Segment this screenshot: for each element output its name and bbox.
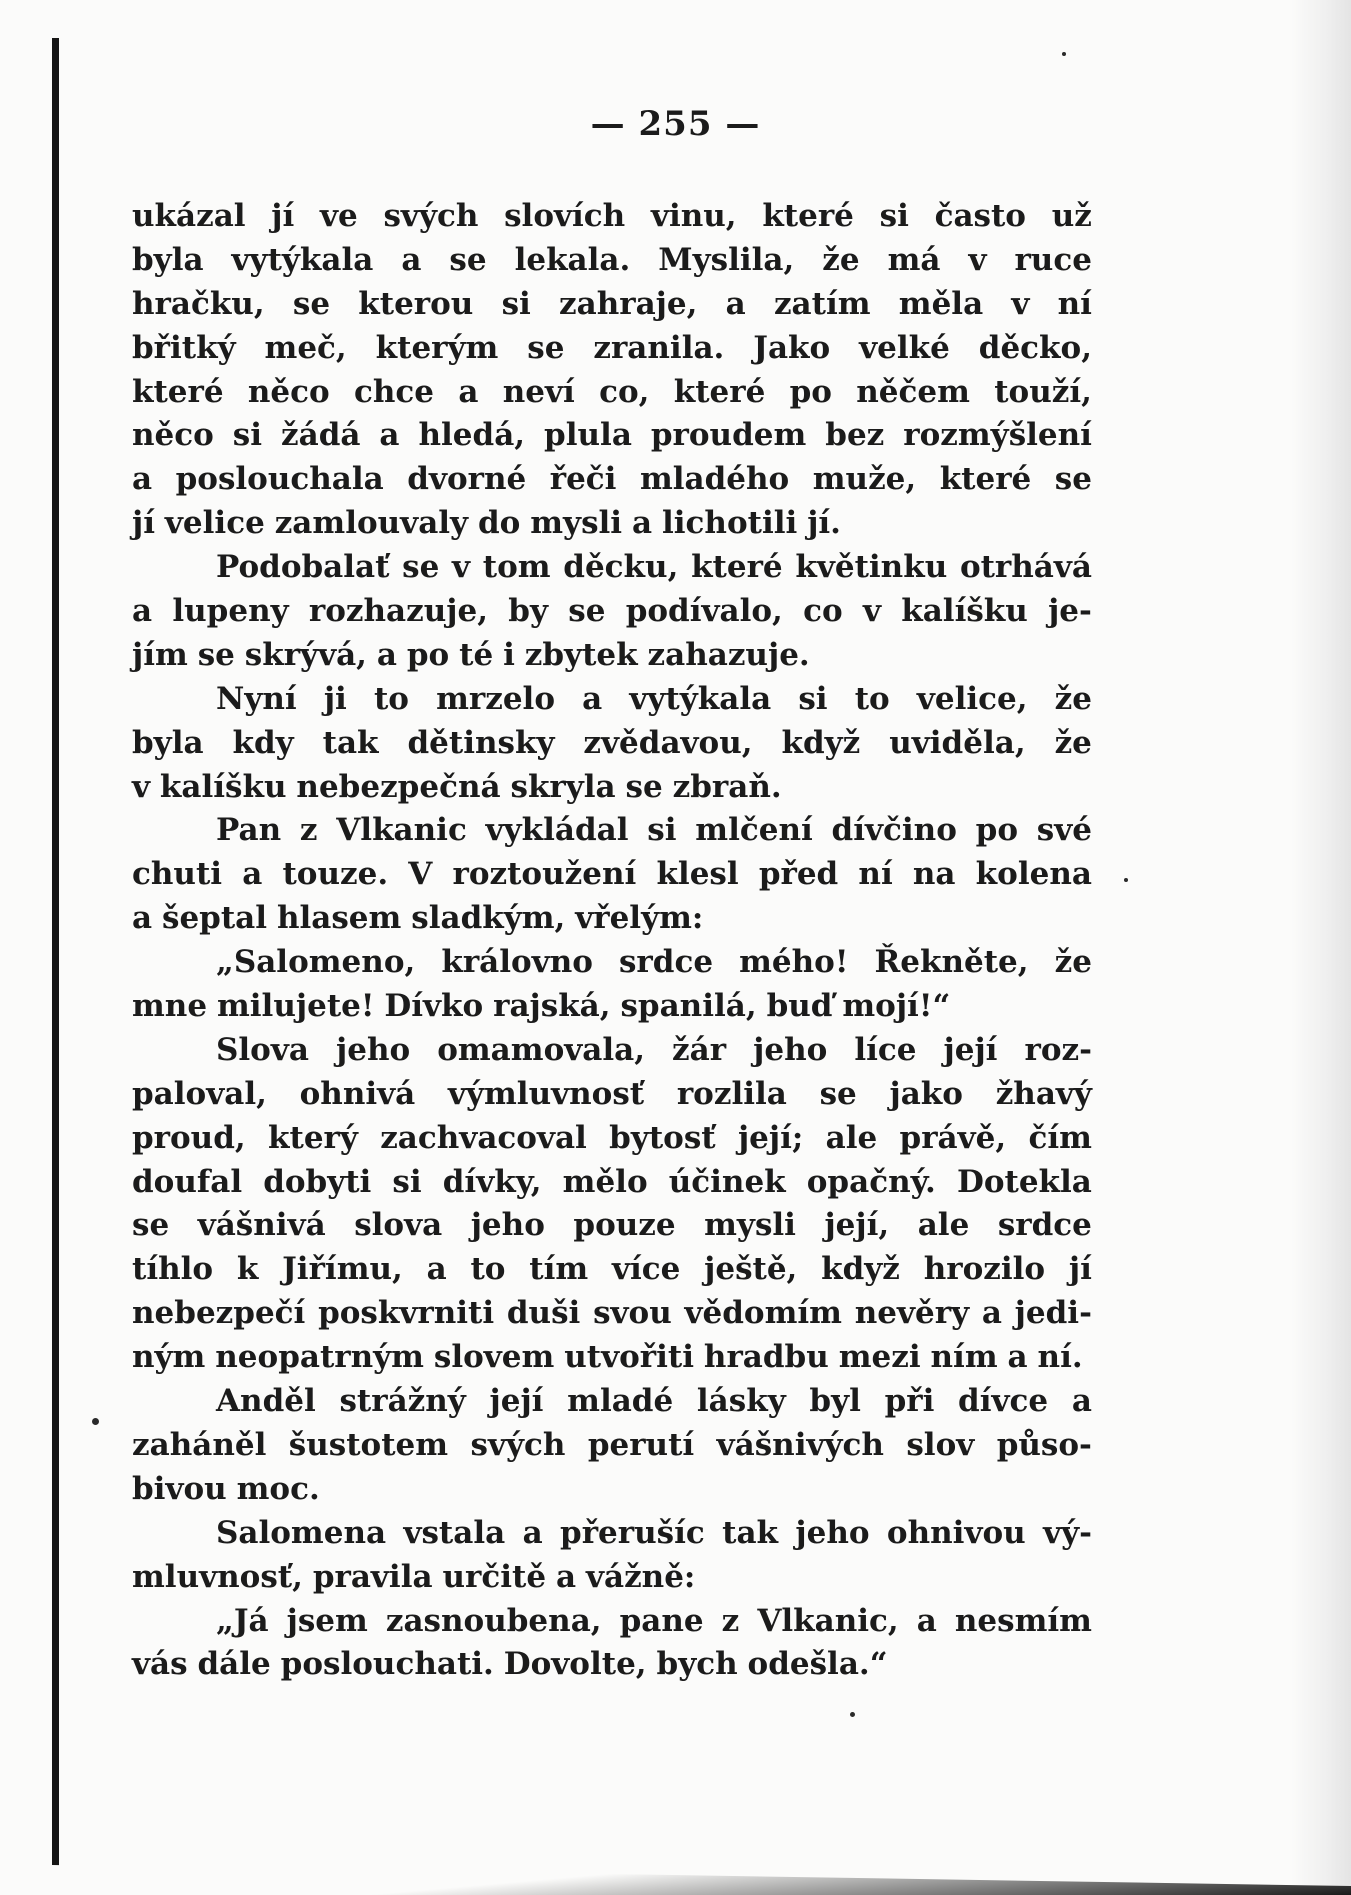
text-line: ným neopatrným slovem utvořiti hradbu mezi ním a ní. xyxy=(132,1339,1083,1376)
text-line: Nyní ji to mrzelo a vytýkala si to velice, že xyxy=(216,680,1092,717)
text-line: mne milujete! Dívko rajská, spanilá, buď mojí!“ xyxy=(132,988,951,1025)
body-text xyxy=(132,195,1092,1687)
text-line: proud, který zachvacoval bytosť její; ale právě, čím xyxy=(132,1119,1092,1156)
text-line: a poslouchala dvorné řeči mladého muže, které se xyxy=(132,461,1092,498)
text-line: břitký meč, kterým se zranila. Jako velké děcko, xyxy=(132,329,1092,366)
page-edge-shading xyxy=(1291,0,1351,1895)
page-number: — 255 — xyxy=(590,104,761,144)
paragraph xyxy=(132,546,1092,678)
paragraph xyxy=(132,1029,1092,1380)
scan-speck xyxy=(1124,878,1128,882)
text-line: Salomena vstala a přerušíc tak jeho ohnivou vý- xyxy=(216,1514,1092,1551)
paragraph xyxy=(132,1600,1092,1688)
text-line: Podobalať se v tom děcku, které květinku otrhává xyxy=(216,549,1092,586)
text-line: byla kdy tak dětinsky zvědavou, když uviděla, že xyxy=(132,724,1092,761)
text-line: se vášnivá slova jeho pouze mysli její, ale srdce xyxy=(132,1207,1092,1244)
text-line: mluvnosť, pravila určitě a vážně: xyxy=(132,1558,696,1595)
paragraph xyxy=(132,195,1092,546)
scan-speck xyxy=(92,1418,99,1425)
text-line: Anděl strážný její mladé lásky byl při dívce a xyxy=(216,1383,1092,1420)
text-line: které něco chce a neví co, které po něčem touží, xyxy=(132,373,1092,410)
text-line: „Já jsem zasnoubena, pane z Vlkanic, a nesmím xyxy=(216,1602,1092,1639)
text-line: paloval, ohnivá výmluvnosť rozlila se jako žhavý xyxy=(132,1075,1092,1112)
text-line: ukázal jí ve svých slovích vinu, které si často už xyxy=(132,198,1092,234)
text-line: bivou moc. xyxy=(132,1470,320,1507)
text-line: doufal dobyti si dívky, mělo účinek opačný. Dotekla xyxy=(132,1163,1092,1200)
paragraph xyxy=(132,1512,1092,1600)
text-line: „Salomeno, královno srdce mého! Řekněte, že xyxy=(216,944,1092,981)
scan-speck xyxy=(850,1712,855,1717)
text-line: jí velice zamlouvaly do mysli a lichotili jí. xyxy=(132,505,841,542)
text-line: nebezpečí poskvrniti duši svou vědomím nevěry a jedi- xyxy=(132,1295,1092,1332)
bottom-scan-shadow xyxy=(52,1865,1351,1895)
text-line: tíhlo k Jiřímu, a to tím více ještě, když hrozilo jí xyxy=(132,1251,1092,1288)
text-line: a lupeny rozhazuje, by se podívalo, co v kalíšku je- xyxy=(132,593,1092,630)
text-line: jím se skrývá, a po té i zbytek zahazuje. xyxy=(132,636,810,673)
text-line: byla vytýkala a se lekala. Myslila, že má v ruce xyxy=(132,241,1092,278)
text-line: vás dále poslouchati. Dovolte, bych odešla.“ xyxy=(132,1646,888,1683)
text-line: v kalíšku nebezpečná skryla se zbraň. xyxy=(132,768,782,805)
paragraph xyxy=(132,941,1092,1029)
paragraph xyxy=(132,809,1092,941)
text-line: chuti a touze. V roztoužení klesl před ní na kolena xyxy=(132,856,1092,893)
text-line: něco si žádá a hledá, plula proudem bez rozmýšlení xyxy=(132,417,1092,454)
text-line: zaháněl šustotem svých perutí vášnivých slov půso- xyxy=(132,1426,1092,1463)
binding-shadow xyxy=(52,38,59,1888)
paragraph xyxy=(132,678,1092,810)
text-line: hračku, se kterou si zahraje, a zatím měla v ní xyxy=(132,285,1092,322)
text-line: a šeptal hlasem sladkým, vřelým: xyxy=(132,900,704,937)
text-line: Pan z Vlkanic vykládal si mlčení dívčino po své xyxy=(216,812,1092,849)
scan-speck xyxy=(1062,52,1066,56)
text-line: Slova jeho omamovala, žár jeho líce její roz- xyxy=(216,1031,1092,1068)
paragraph xyxy=(132,1380,1092,1512)
